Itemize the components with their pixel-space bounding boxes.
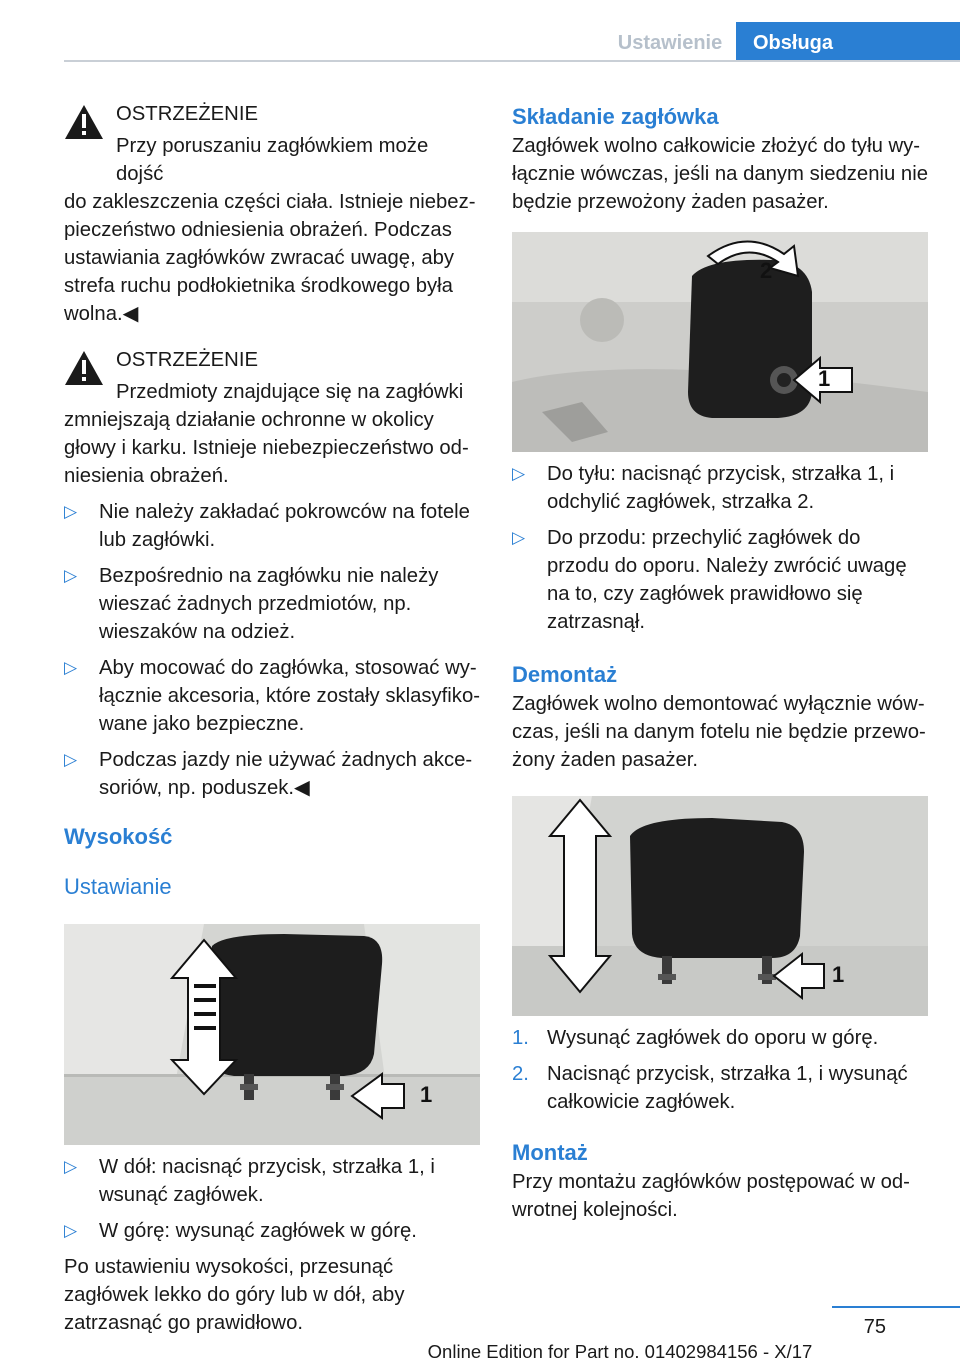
list-item <box>64 498 480 554</box>
fold-paragraph: Zagłówek wolno całkowicie złożyć do tyłu wyłącznie wówczas, jeśli na danym siedzeniu nie będzie przewożony żaden pasażer. <box>512 135 928 213</box>
step-number: 2. <box>512 1063 529 1085</box>
triangle-bullet-icon: ▷ <box>512 464 526 483</box>
triangle-bullet-icon: ▷ <box>64 1221 78 1240</box>
heading-ustawianie: Ustawianie <box>64 874 172 899</box>
mount-paragraph: Przy montażu zagłówków postępować w odwrotnej kolejności. <box>512 1171 910 1221</box>
page-number: 75 <box>863 1316 886 1338</box>
list-item-text: Podczas jazdy nie używać żadnych akcesoriów, np. poduszek.◀ <box>99 749 473 799</box>
headrest-height-figure <box>64 924 480 1145</box>
warning-block-1 <box>64 100 480 328</box>
step-text: Nacisnąć przycisk, strzałka 1, i wysunąć całkowicie zagłówek. <box>547 1063 908 1113</box>
list-item-text: W dół: nacisnąć przycisk, strzałka 1, i wsunąć zagłówek. <box>99 1156 435 1206</box>
list-item-text: Aby mocować do zagłówka, stosować wyłącznie akcesoria, które zostały sklasyfikowane jako bezpieczne. <box>99 657 480 735</box>
callout-number-1: 1 <box>420 1082 433 1107</box>
warning-bullet-list <box>64 498 480 802</box>
triangle-bullet-icon: ▷ <box>64 750 78 769</box>
section-tab-ustawienie[interactable]: Ustawienie <box>617 32 723 54</box>
right-column <box>512 102 928 1224</box>
warning-title: OSTRZEŻENIE <box>116 349 258 371</box>
warning-block-2 <box>64 346 480 490</box>
list-item-text: Do tyłu: nacisnąć przycisk, strzałka 1, i odchylić zagłówek, strzałka 2. <box>547 463 895 513</box>
warning-triangle-icon <box>64 104 104 140</box>
triangle-bullet-icon: ▷ <box>512 528 526 547</box>
warning-text: zmniejszają działanie ochronne w okolicy głowy i karku. Istnieje niebezpieczeństwo odniesienia obrażeń. <box>64 409 469 487</box>
warning-title: OSTRZEŻENIE <box>116 103 258 125</box>
warning-text: do zakleszczenia części ciała. Istnieje niebezpieczeństwo odniesienia obrażeń. Podczas ustawiania zagłówków zwracać uwagę, aby strefa ruchu podłokietnika środkowego była wolna.◀ <box>64 191 476 325</box>
list-item <box>512 1024 928 1052</box>
paragraph-after-adjust: Po ustawieniu wysokości, przesunąć zagłówek lekko do góry lub w dół, aby zatrzasnąć go prawidłowo. <box>64 1256 405 1334</box>
list-item <box>512 460 928 516</box>
adjust-bullet-list <box>64 1153 480 1245</box>
heading-wysokosc: Wysokość <box>64 824 173 849</box>
list-item-text: Bezpośrednio na zagłówku nie należy wieszać żadnych przedmiotów, np. wieszaków na odzież. <box>99 565 439 643</box>
list-item <box>64 1153 480 1209</box>
triangle-bullet-icon: ▷ <box>64 566 78 585</box>
footer-edition: Online Edition for Part no. 01402984156 - X/17 <box>427 1341 813 1362</box>
step-text: Wysunąć zagłówek do oporu w górę. <box>547 1027 879 1049</box>
triangle-bullet-icon: ▷ <box>64 658 78 677</box>
header-rule <box>64 60 960 62</box>
heading-demontaz: Demontaż <box>512 662 618 687</box>
list-item <box>64 746 480 802</box>
headrest-fold-figure <box>512 232 928 452</box>
heading-montaz: Montaż <box>512 1140 588 1165</box>
callout-number-1: 1 <box>832 962 845 987</box>
section-tab-obsluga[interactable]: Obsługa <box>736 22 960 62</box>
warning-triangle-icon <box>64 350 104 386</box>
list-item <box>64 654 480 738</box>
list-item-text: Nie należy zakładać pokrowców na fotele lub zagłówki. <box>99 501 470 551</box>
headrest-removal-figure <box>512 796 928 1016</box>
callout-number-1: 1 <box>818 366 831 391</box>
fold-bullet-list <box>512 460 928 636</box>
step-number: 1. <box>512 1027 529 1049</box>
warning-text-first-line: Przedmioty znajdujące się na zagłówki <box>116 381 464 403</box>
list-item <box>64 562 480 646</box>
list-item <box>512 524 928 636</box>
triangle-bullet-icon: ▷ <box>64 1157 78 1176</box>
removal-paragraph: Zagłówek wolno demontować wyłącznie wówczas, jeśli na danym fotelu nie będzie przewożony żaden pasażer. <box>512 693 926 771</box>
page-number-rule <box>832 1306 960 1308</box>
triangle-bullet-icon: ▷ <box>64 502 78 521</box>
list-item <box>512 1060 928 1116</box>
list-item-text: Do przodu: przechylić zagłówek do przodu do oporu. Należy zwrócić uwagę na to, czy zagłówek prawidłowo się zatrzasnął. <box>547 527 907 633</box>
heading-skladanie: Składanie zagłówka <box>512 104 719 129</box>
warning-text-first-line: Przy poruszaniu zagłówkiem może dojść <box>116 135 429 185</box>
removal-steps <box>512 1024 928 1116</box>
left-column <box>64 100 480 1337</box>
list-item-text: W górę: wysunąć zagłówek w górę. <box>99 1220 417 1242</box>
callout-number-2: 2 <box>760 258 773 283</box>
list-item <box>64 1217 480 1245</box>
